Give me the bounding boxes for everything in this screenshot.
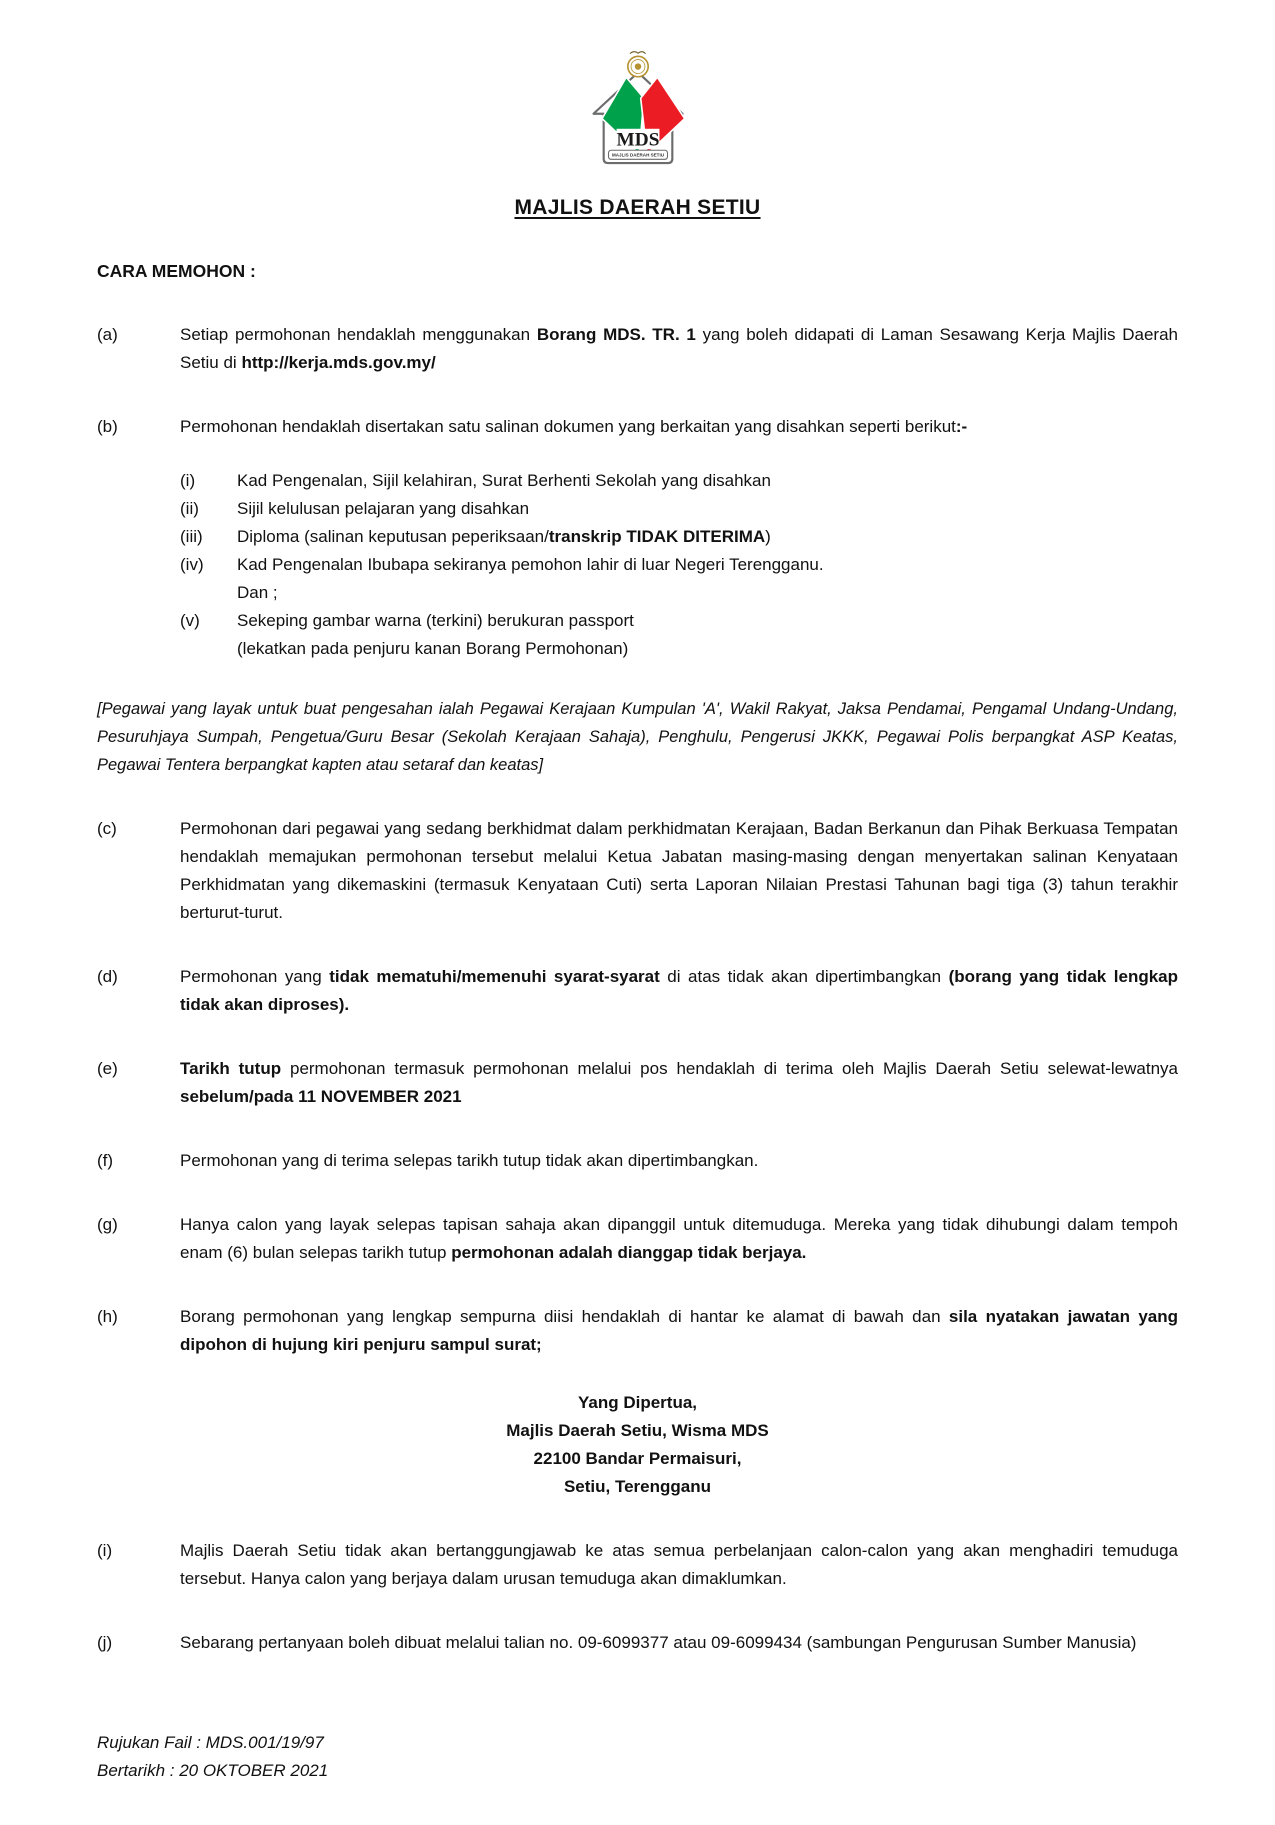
bold-text-run: transkrip TIDAK DITERIMA <box>548 527 766 546</box>
mds-logo-graphic <box>579 48 697 172</box>
list-item <box>97 413 1178 663</box>
item-text <box>180 321 1178 377</box>
text-run: Setiap permohonan hendaklah menggunakan <box>180 325 537 344</box>
sub-item-text <box>237 495 1178 523</box>
bold-text-run: sila nyatakan jawatan yang dipohon di hujung kiri penjuru sampul surat; <box>180 1307 1178 1354</box>
item-marker: (h) <box>97 1307 118 1326</box>
sub-list-item <box>180 523 1178 551</box>
item-text <box>180 413 1178 663</box>
item-text <box>180 815 1178 927</box>
logo-banner-text: MAJLIS DAERAH SETIU <box>611 152 664 158</box>
text-run: [Pegawai yang layak untuk buat pengesahan ialah Pegawai Kerajaan Kumpulan 'A', Wakil Rakyat, Jaksa Pendamai, Pengamal Undang-Undang, Pesuruhjaya Sumpah, Pengetua/Guru Besar (Sekolah Kerajaan Sahaja), Penghulu, Pengerusi JKKK, Pegawai Polis berpangkat ASP Keatas, Pegawai Tentera berpangkat kapten atau setaraf dan keatas] <box>97 700 1178 774</box>
text-run: Permohonan yang di terima selepas tarikh tutup tidak akan dipertimbangkan. <box>180 1151 759 1170</box>
paragraph <box>180 1147 1178 1175</box>
list-item <box>97 1303 1178 1359</box>
paragraph <box>180 1211 1178 1267</box>
list-item <box>97 1211 1178 1267</box>
text-run: Kad Pengenalan, Sijil kelahiran, Surat Berhenti Sekolah yang disahkan <box>237 471 771 490</box>
document-date: Bertarikh : 20 OKTOBER 2021 <box>97 1761 329 1780</box>
document-footer <box>97 1729 1178 1785</box>
list-item <box>97 815 1178 927</box>
bold-text-run: Borang MDS. TR. 1 <box>536 325 696 344</box>
paragraph <box>180 815 1178 927</box>
sub-item-text <box>237 607 1178 663</box>
mailing-address <box>97 1389 1178 1501</box>
list-item <box>97 321 1178 377</box>
item-marker: (b) <box>97 417 118 436</box>
sub-item-continuation: Dan ; <box>237 583 278 602</box>
item-marker: (c) <box>97 819 117 838</box>
sub-list <box>180 467 1178 663</box>
bold-text-run: tidak mematuhi/memenuhi syarat-syarat <box>329 967 660 986</box>
item-text <box>180 1147 1178 1175</box>
text-run: Sekeping gambar warna (terkini) berukuran passport <box>237 611 634 630</box>
logo-crest-icon <box>627 52 647 77</box>
sub-item-marker: (i) <box>180 471 196 490</box>
paragraph <box>180 963 1178 1019</box>
list-item <box>97 1147 1178 1175</box>
item-marker: (f) <box>97 1151 114 1170</box>
sub-item-text <box>237 551 1178 607</box>
list-item <box>97 1055 1178 1111</box>
sub-item-marker: (iv) <box>180 555 204 574</box>
text-run: Sijil kelulusan pelajaran yang disahkan <box>237 499 530 518</box>
text-run: di atas tidak akan dipertimbangkan <box>659 967 949 986</box>
list-item <box>97 1629 1178 1657</box>
item-marker: (d) <box>97 967 118 986</box>
section-heading: CARA MEMOHON : <box>97 261 256 281</box>
text-run: Kad Pengenalan Ibubapa sekiranya pemohon lahir di luar Negeri Terengganu. <box>237 555 824 574</box>
text-run: Permohonan dari pegawai yang sedang berkhidmat dalam perkhidmatan Kerajaan, Badan Berkanun dan Pihak Berkuasa Tempatan hendaklah memajukan permohonan tersebut melalui Ketua Jabatan masing-masing dengan menyertakan salinan Kenyataan Perkhidmatan yang dikemaskini (termasuk Kenyataan Cuti) serta Laporan Nilaian Prestasi Tahunan bagi tiga (3) tahun terakhir berturut-turut. <box>180 819 1178 922</box>
text-run: Permohonan yang <box>180 967 330 986</box>
paragraph <box>180 1629 1178 1657</box>
list-item <box>97 1537 1178 1593</box>
address-line: Setiu, Terengganu <box>563 1477 712 1496</box>
sub-list-item <box>180 551 1178 607</box>
document-flow <box>97 321 1178 1657</box>
sub-list-item <box>180 495 1178 523</box>
address-line: Yang Dipertua, <box>577 1393 698 1412</box>
item-text <box>180 1629 1178 1657</box>
mds-logo <box>579 48 697 181</box>
bold-text-run: sebelum/pada 11 NOVEMBER 2021 <box>180 1087 462 1106</box>
sub-item-text <box>237 523 1178 551</box>
item-marker: (i) <box>97 1541 113 1560</box>
text-run: permohonan termasuk permohonan melalui pos hendaklah di terima oleh Majlis Daerah Setiu selewat-lewatnya <box>281 1059 1178 1078</box>
paragraph <box>180 1055 1178 1111</box>
item-marker: (a) <box>97 325 118 344</box>
bold-text-run: :- <box>955 417 968 436</box>
page-title: MAJLIS DAERAH SETIU <box>514 196 761 219</box>
item-text <box>180 1537 1178 1593</box>
item-text <box>180 963 1178 1019</box>
paragraph <box>180 321 1178 377</box>
item-text <box>180 1055 1178 1111</box>
sub-item-marker: (ii) <box>180 499 199 518</box>
document-header <box>97 48 1178 221</box>
address-line: Majlis Daerah Setiu, Wisma MDS <box>506 1421 769 1440</box>
list-item <box>97 963 1178 1019</box>
bold-text-run: (borang yang tidak lengkap tidak akan diproses). <box>180 967 1179 1014</box>
file-reference: Rujukan Fail : MDS.001/19/97 <box>97 1733 324 1752</box>
sub-list-item <box>180 467 1178 495</box>
text-run: Diploma (salinan keputusan peperiksaan/ <box>237 527 549 546</box>
address-line: 22100 Bandar Permaisuri, <box>533 1449 742 1468</box>
sub-item-continuation: (lekatkan pada penjuru kanan Borang Permohonan) <box>237 639 629 658</box>
paragraph <box>180 1537 1178 1593</box>
text-run: yang boleh didapati di Laman Sesawang Kerja Majlis Daerah Setiu di <box>180 325 1178 372</box>
text-run: Majlis Daerah Setiu tidak akan bertanggungjawab ke atas semua perbelanjaan calon-calon yang akan menghadiri temuduga tersebut. Hanya calon yang berjaya dalam urusan temuduga akan dimaklumkan. <box>180 1541 1178 1588</box>
sub-item-text <box>237 467 1178 495</box>
text-run: Borang permohonan yang lengkap sempurna diisi hendaklah di hantar ke alamat di bawah dan <box>180 1307 949 1326</box>
text-run: Hanya calon yang layak selepas tapisan sahaja akan dipanggil untuk ditemuduga. Mereka yang tidak dihubungi dalam tempoh enam (6) bulan selepas tarikh tutup <box>180 1215 1178 1262</box>
sub-list-item <box>180 607 1178 663</box>
text-run: Sebarang pertanyaan boleh dibuat melalui talian no. 09-6099377 atau 09-6099434 (sambungan Pengurusan Sumber Manusia) <box>180 1633 1137 1652</box>
paragraph <box>180 413 1178 441</box>
logo-monogram: MDS <box>616 129 659 151</box>
text-run: Permohonan hendaklah disertakan satu salinan dokumen yang berkaitan yang disahkan seperti berikut <box>180 417 956 436</box>
certifier-note <box>97 695 1178 779</box>
sub-item-marker: (v) <box>180 611 200 630</box>
bold-text-run: Tarikh tutup <box>180 1059 282 1078</box>
item-text <box>180 1303 1178 1359</box>
item-text <box>180 1211 1178 1267</box>
item-marker: (g) <box>97 1215 118 1234</box>
item-marker: (j) <box>97 1633 113 1652</box>
item-marker: (e) <box>97 1059 118 1078</box>
text-run: ) <box>765 527 771 546</box>
bold-text-run: http://kerja.mds.gov.my/ <box>241 353 436 372</box>
sub-item-marker: (iii) <box>180 527 203 546</box>
paragraph <box>180 1303 1178 1359</box>
bold-text-run: permohonan adalah dianggap tidak berjaya. <box>451 1243 807 1262</box>
